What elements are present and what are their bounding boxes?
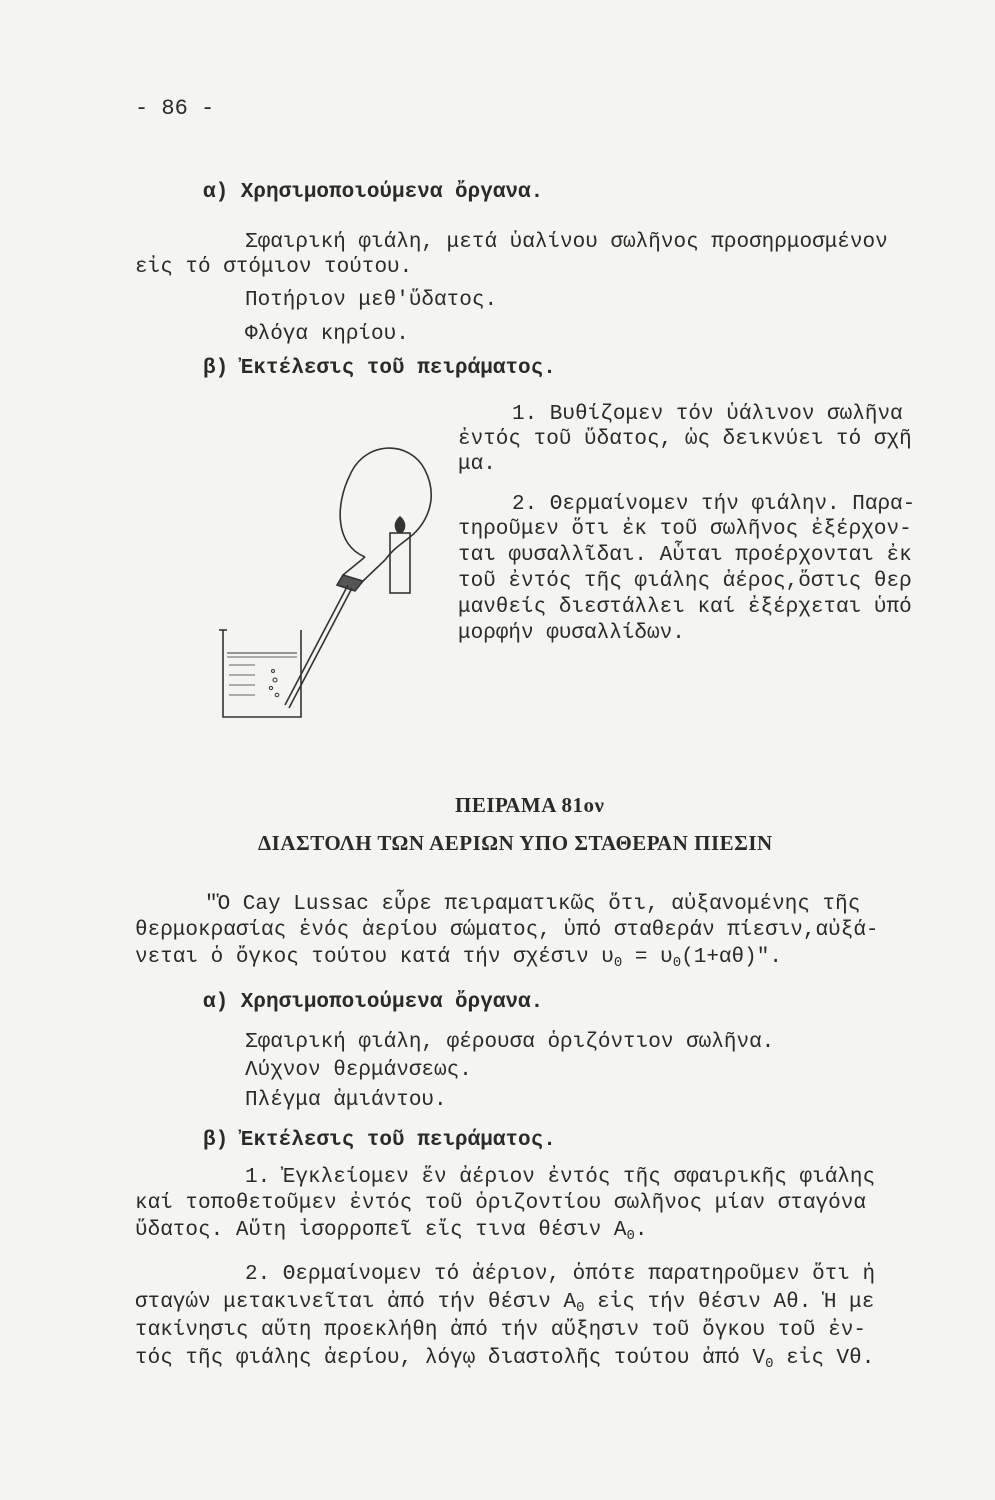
- step-line: καί τοποθετοῦμεν ἐντός τοῦ ὁριζοντίου σωλῆνος μίαν σταγόνα: [135, 1192, 866, 1215]
- apparatus-line: Λύχνον θερμάνσεως.: [245, 1059, 472, 1082]
- apparatus-line: Ποτήριον μεθ'ὕδατος.: [245, 289, 498, 312]
- glass-tube: [285, 585, 348, 705]
- intro-line: θερμοκρασίας ἑνός ἀερίου σώματος, ὑπό σταθεράν πίεσιν,αὐξά-: [135, 919, 879, 942]
- step-line: σταγών μετακινεῖται ἀπό τήν θέσιν $A_0$ εἰς τήν θέσιν Aθ. Ἡ με: [135, 1291, 875, 1316]
- procedure-heading-2: β) Ἐκτέλεσις τοῦ πειράματος.: [203, 1129, 556, 1152]
- stopper: [337, 575, 363, 591]
- step-line: 1. Βυθίζομεν τόν ὑάλινον σωλῆνα: [512, 403, 903, 426]
- apparatus-line: Πλέγμα ἀμιάντου.: [245, 1089, 447, 1112]
- step-line: τηροῦμεν ὅτι ἐκ τοῦ σωλῆνος ἐξέρχον-: [458, 518, 912, 541]
- step-line: ται φυσαλλῖδαι. Αὗται προέρχονται ἐκ: [458, 544, 912, 567]
- apparatus-line: Φλόγα κηρίου.: [245, 323, 409, 346]
- page-number: - 86 -: [135, 96, 215, 121]
- apparatus-line: Σφαιρική φιάλη, φέρουσα ὁριζόντιον σωλῆνα.: [245, 1031, 775, 1054]
- step-line: 2. Θερμαίνομεν τήν φιάλην. Παρα-: [512, 493, 916, 516]
- intro-formula-line: νεται ὁ ὄγκος τούτου κατά τήν σχέσιν $\upsilon_0 = \upsilon_0(1+\alpha\theta)$".: [135, 946, 782, 971]
- step-line: τός τῆς φιάλης ἀερίου, λόγῳ διαστολῆς τούτου ἀπό $V_0$ εἰς Vθ.: [135, 1347, 875, 1372]
- apparatus-line: εἰς τό στόμιον τούτου.: [135, 256, 413, 279]
- step-line: τακίνησις αὕτη προεκλήθη ἀπό τήν αὔξησιν τοῦ ὄγκου τοῦ ἐν-: [135, 1319, 866, 1342]
- step-line: 1. Ἐγκλείομεν ἕν ἀέριον ἐντός τῆς σφαιρικῆς φιάλης: [245, 1166, 876, 1189]
- experiment-subtitle: ΔΙΑΣΤΟΛΗ ΤΩΝ ΑΕΡΙΩΝ ΥΠΟ ΣΤΑΘΕΡΑΝ ΠΙΕΣΙΝ: [258, 831, 773, 855]
- procedure-heading: β) Ἐκτέλεσις τοῦ πειράματος.: [203, 357, 556, 380]
- candle-flame: [395, 517, 404, 533]
- flask-apparatus-figure: [215, 425, 455, 725]
- flask-bulb: [340, 448, 431, 560]
- intro-line: "Ὁ Cay Lussac εὗρε πειραματικῶς ὅτι, αὐξανομένης τῆς: [205, 893, 861, 916]
- step-line: ἐντός τοῦ ὕδατος, ὡς δεικνύει τό σχῆ: [458, 428, 912, 451]
- apparatus-heading-2: α) Χρησιμοποιούμενα ὄργανα.: [203, 991, 544, 1014]
- step-line: ὕδατος. Αὕτη ἰσορροπεῖ εἴς τινα θέσιν $A_0$.: [135, 1219, 648, 1244]
- experiment-title: ΠΕΙΡΑΜΑ 81ον: [455, 793, 605, 817]
- step-line: μα.: [458, 453, 496, 476]
- step-line: τοῦ ἐντός τῆς φιάλης ἀέρος,ὅστις θερ: [458, 570, 912, 593]
- step-line: μορφήν φυσαλλίδων.: [458, 622, 685, 645]
- candle: [390, 533, 410, 593]
- apparatus-heading: α) Χρησιμοποιούμενα ὄργανα.: [203, 181, 544, 204]
- apparatus-line: Σφαιρική φιάλη, μετά ὑαλίνου σωλῆνος προσηρμοσμένον: [245, 231, 888, 254]
- beaker: [223, 630, 301, 717]
- step-line: 2. Θερμαίνομεν τό ἀέριον, ὁπότε παρατηροῦμεν ὅτι ἡ: [245, 1263, 876, 1286]
- step-line: μανθείς διεστάλλει καί ἐξέρχεται ὑπό: [458, 596, 912, 619]
